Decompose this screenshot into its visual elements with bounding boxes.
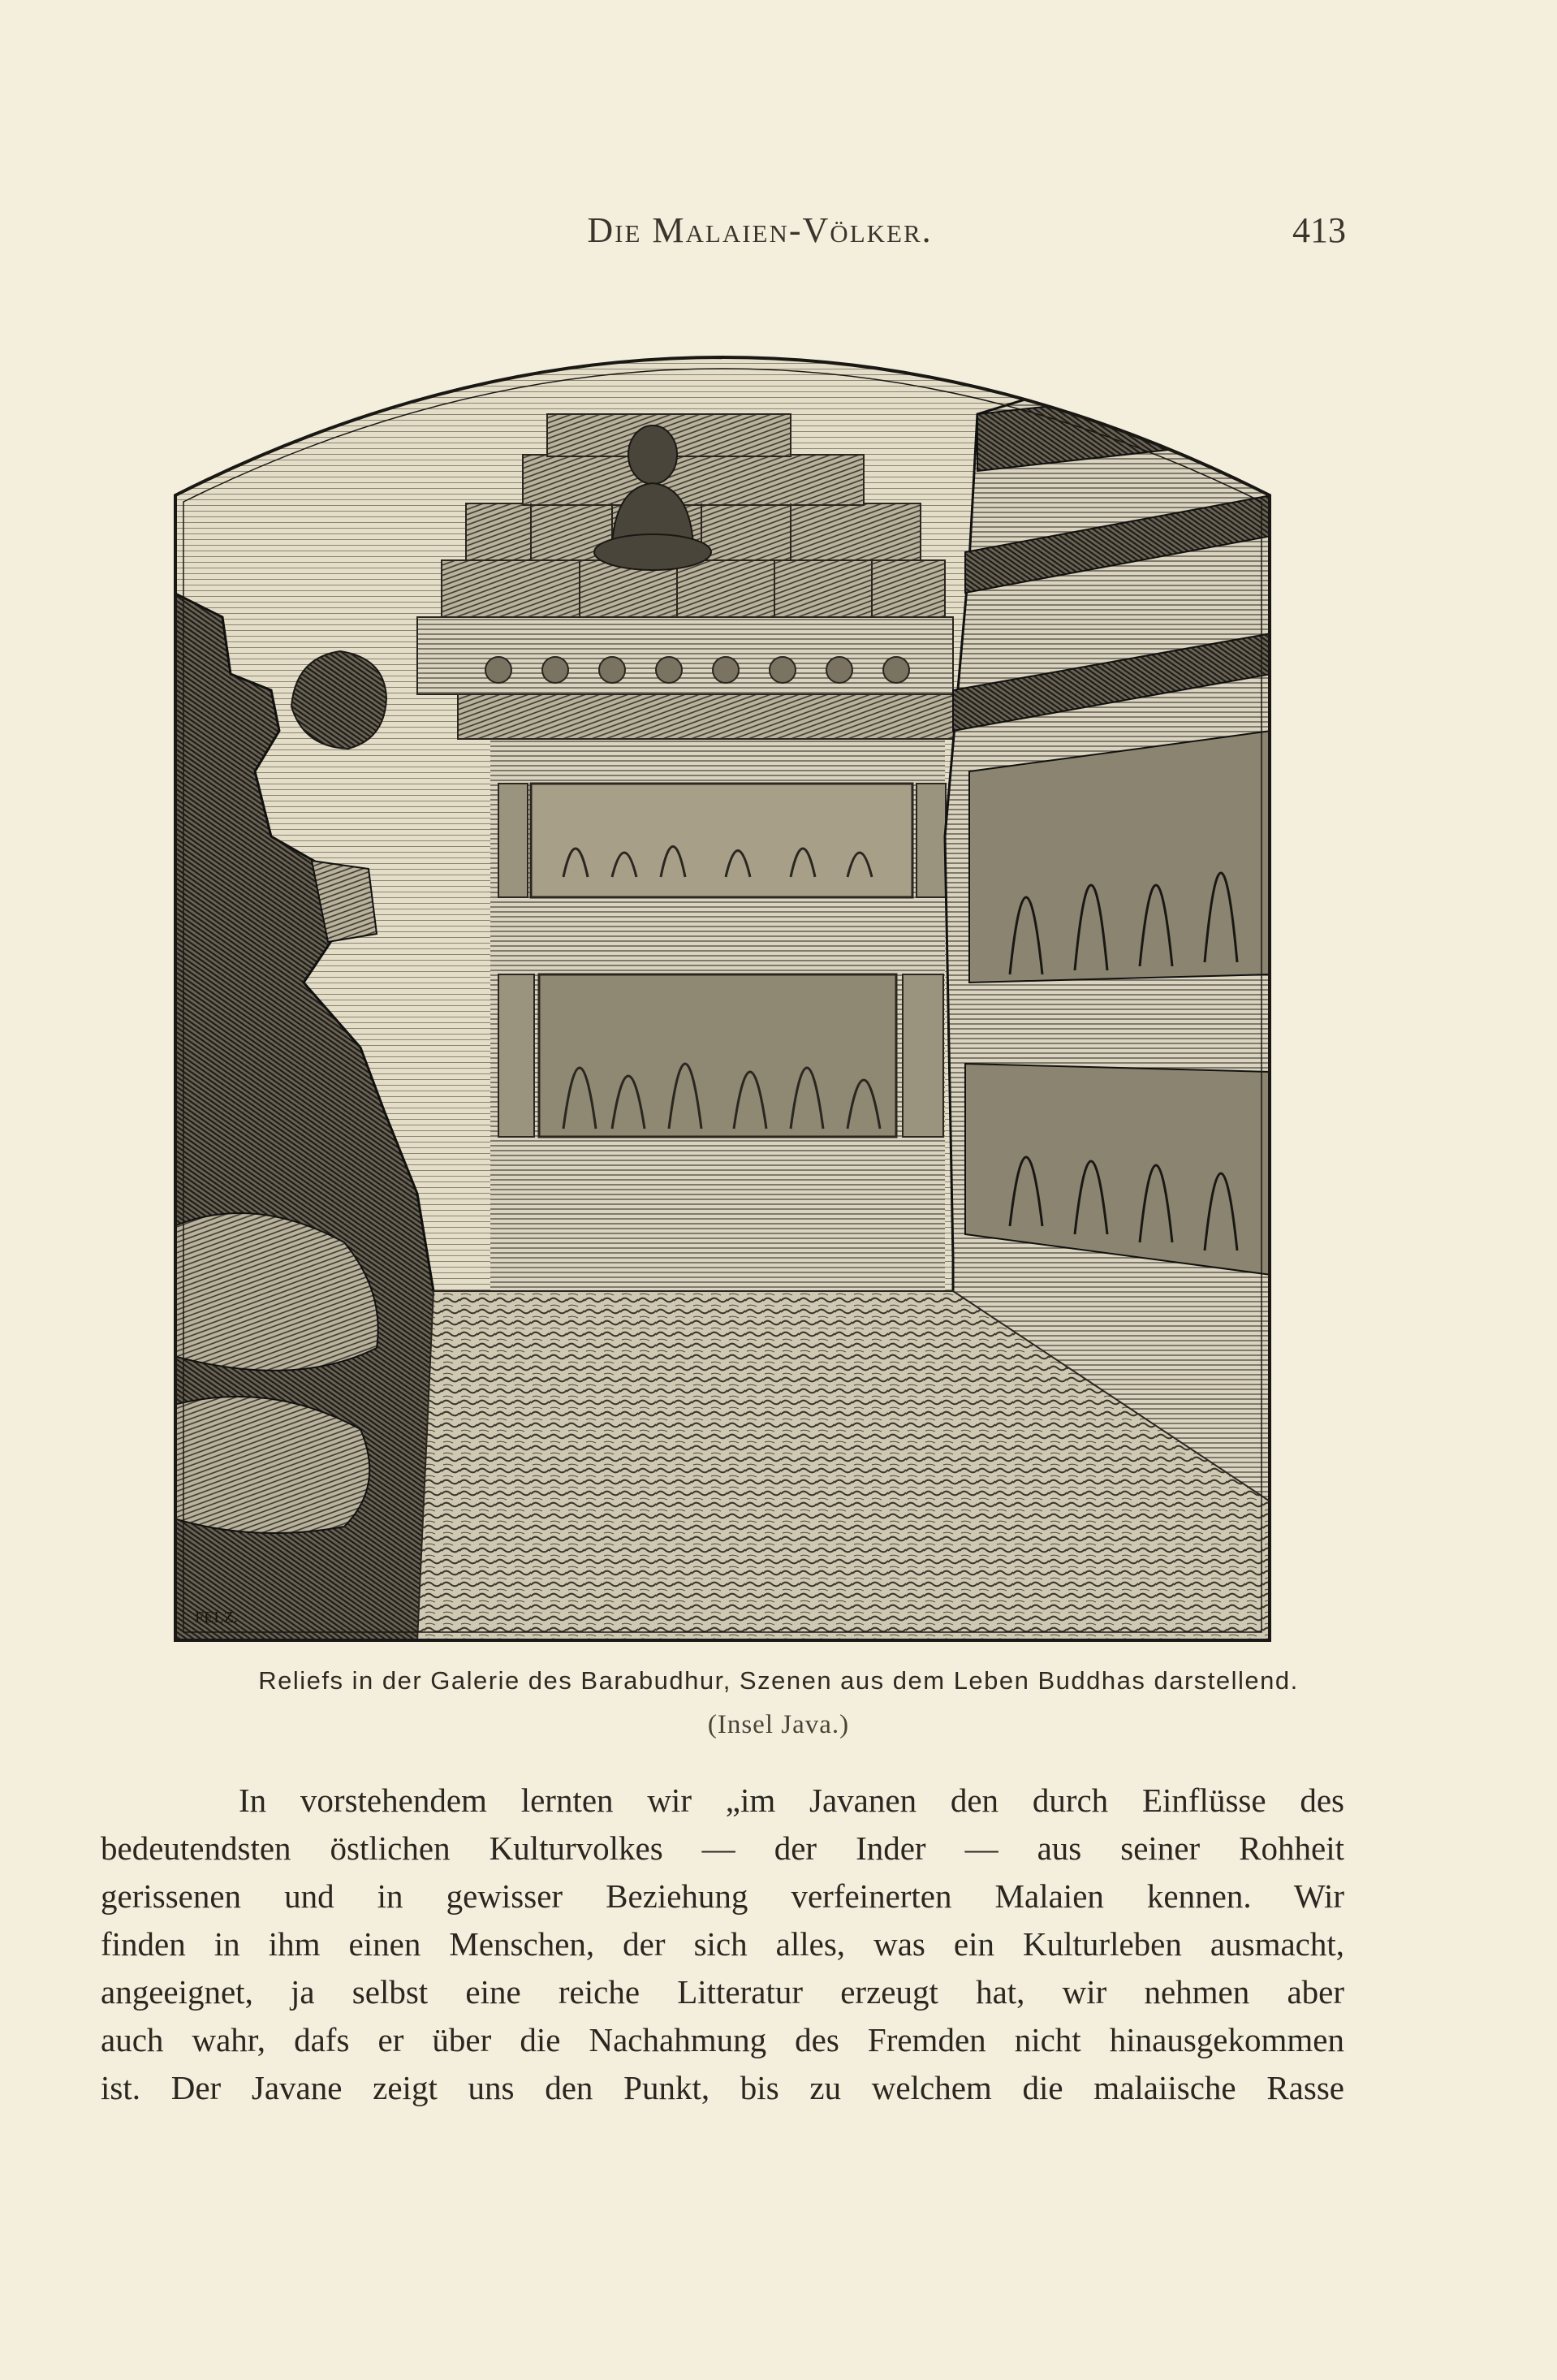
- text-line: auch wahr, dafs er über die Nachahmung des Fremden nicht hinausgekommen: [101, 2021, 1344, 2058]
- body-paragraph: [101, 1777, 1344, 2112]
- text-line: bedeutendsten östlichen Kulturvolkes — der Inder — aus seiner Rohheit: [101, 1829, 1344, 1867]
- running-title: Die Malaien-Völker.: [587, 210, 933, 250]
- text-line: ist. Der Javane zeigt uns den Punkt, bis zu welchem die malaiische Rasse: [101, 2069, 1344, 2106]
- text-line: gerissenen und in gewisser Beziehung verfeinerten Malaien kennen. Wir: [101, 1877, 1344, 1915]
- artist-signature: FELZ.: [195, 1609, 238, 1626]
- text-line: In vorstehendem lernten wir „im Javanen den durch Einflüsse des: [239, 1782, 1344, 1819]
- text-line: angeeignet, ja selbst eine reiche Litteratur erzeugt hat, wir nehmen aber: [101, 1973, 1344, 2011]
- figure-caption-location: (Insel Java.): [707, 1710, 850, 1739]
- figure-caption: Reliefs in der Galerie des Barabudhur, Szenen aus dem Leben Buddhas darstellend.: [258, 1666, 1299, 1695]
- text-line: finden in ihm einen Menschen, der sich alles, was ein Kulturleben ausmacht,: [101, 1925, 1344, 1963]
- page-number: 413: [1292, 210, 1346, 250]
- engraving-figure: [174, 349, 1271, 1642]
- engraving-image: [174, 349, 1271, 1642]
- page-header: [174, 209, 1346, 255]
